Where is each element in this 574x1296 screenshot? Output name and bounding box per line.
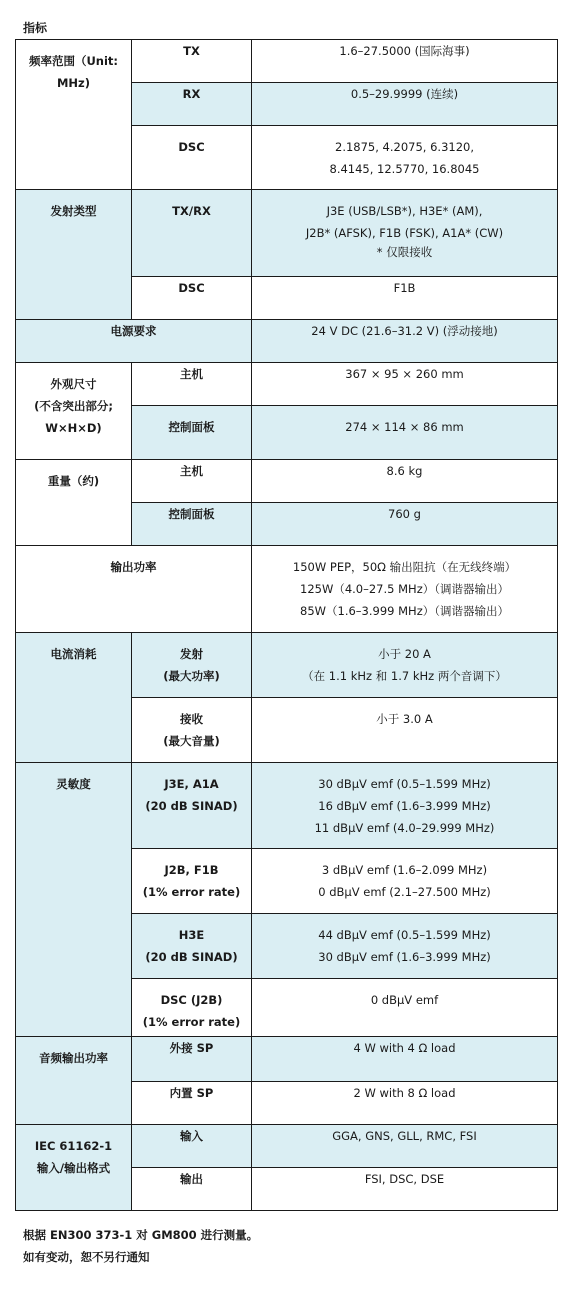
row-value: 8.6 kg (252, 460, 558, 503)
row-sublabel: 输入 (132, 1125, 252, 1168)
row-label: 输出功率 (16, 546, 252, 633)
row-label: 音频输出功率 (16, 1037, 132, 1125)
table-row (16, 190, 558, 277)
footnote (23, 1224, 258, 1268)
row-sublabel: DSC (J2B) (1% error rate) (132, 979, 252, 1037)
row-value: 30 dBμV emf (0.5–1.599 MHz) 16 dBμV emf (1.6–3.999 MHz) 11 dBμV emf (4.0–29.999 MHz) (252, 763, 558, 849)
row-sublabel: 外接 SP (132, 1037, 252, 1082)
row-sublabel: H3E (20 dB SINAD) (132, 914, 252, 979)
row-label: 重量（约) (16, 460, 132, 546)
row-sublabel: 控制面板 (132, 503, 252, 546)
row-label: 发射类型 (16, 190, 132, 320)
row-value: 小于 3.0 A (252, 698, 558, 763)
row-value: 1.6–27.5000 (国际海事) (252, 40, 558, 83)
row-value: F1B (252, 277, 558, 320)
row-sublabel: 主机 (132, 363, 252, 406)
table-row (16, 546, 558, 633)
row-sublabel: 主机 (132, 460, 252, 503)
page-title: 指标 (23, 21, 48, 35)
row-value: 小于 20 A （在 1.1 kHz 和 1.7 kHz 两个音调下） (252, 633, 558, 698)
row-sublabel: 输出 (132, 1168, 252, 1211)
table-row (16, 1125, 558, 1168)
row-value: 44 dBμV emf (0.5–1.599 MHz) 30 dBμV emf (1.6–3.999 MHz) (252, 914, 558, 979)
table-row (16, 1037, 558, 1082)
row-value: 24 V DC (21.6–31.2 V) (浮动接地) (252, 320, 558, 363)
row-sublabel: TX/RX (132, 190, 252, 277)
row-value: 2.1875, 4.2075, 6.3120, 8.4145, 12.5770, 16.8045 (252, 126, 558, 190)
row-label: 电流消耗 (16, 633, 132, 763)
row-sublabel: J2B, F1B (1% error rate) (132, 849, 252, 914)
table-row (16, 320, 558, 363)
row-sublabel: DSC (132, 277, 252, 320)
footnote-line: 根据 EN300 373-1 对 GM800 进行测量。 (23, 1228, 259, 1242)
table-row (16, 633, 558, 698)
row-value: 760 g (252, 503, 558, 546)
row-sublabel: 发射 (最大功率) (132, 633, 252, 698)
row-value: 4 W with 4 Ω load (252, 1037, 558, 1082)
row-label: IEC 61162-1 输入/输出格式 (16, 1125, 132, 1211)
row-label: 频率范围（Unit: MHz) (16, 40, 132, 190)
row-value: 3 dBμV emf (1.6–2.099 MHz) 0 dBμV emf (2.1–27.500 MHz) (252, 849, 558, 914)
table-row (16, 40, 558, 83)
row-value: 274 × 114 × 86 mm (252, 406, 558, 460)
row-sublabel: DSC (132, 126, 252, 190)
row-label: 外观尺寸 (不含突出部分; W×H×D) (16, 363, 132, 460)
row-value: J3E (USB/LSB*), H3E* (AM), J2B* (AFSK), F1B (FSK), A1A* (CW) * 仅限接收 (252, 190, 558, 277)
row-value: GGA, GNS, GLL, RMC, FSI (252, 1125, 558, 1168)
row-value: 0 dBμV emf (252, 979, 558, 1037)
table-row (16, 363, 558, 406)
table-row (16, 460, 558, 503)
row-label: 灵敏度 (16, 763, 132, 1037)
spec-table (15, 39, 558, 1211)
row-value: 0.5–29.9999 (连续) (252, 83, 558, 126)
row-value: FSI, DSC, DSE (252, 1168, 558, 1211)
footnote-line: 如有变动，恕不另行通知 (23, 1250, 150, 1264)
row-sublabel: 控制面板 (132, 406, 252, 460)
row-value: 150W PEP，50Ω 输出阻抗（在无线终端） 125W（4.0–27.5 MHz）（调谐器输出） 85W（1.6–3.999 MHz）（调谐器输出） (252, 546, 558, 633)
row-label: 电源要求 (16, 320, 252, 363)
row-value: 2 W with 8 Ω load (252, 1082, 558, 1125)
row-sublabel: 接收 (最大音量) (132, 698, 252, 763)
row-sublabel: 内置 SP (132, 1082, 252, 1125)
row-sublabel: J3E, A1A (20 dB SINAD) (132, 763, 252, 849)
row-value: 367 × 95 × 260 mm (252, 363, 558, 406)
row-sublabel: TX (132, 40, 252, 83)
table-row (16, 763, 558, 849)
row-sublabel: RX (132, 83, 252, 126)
